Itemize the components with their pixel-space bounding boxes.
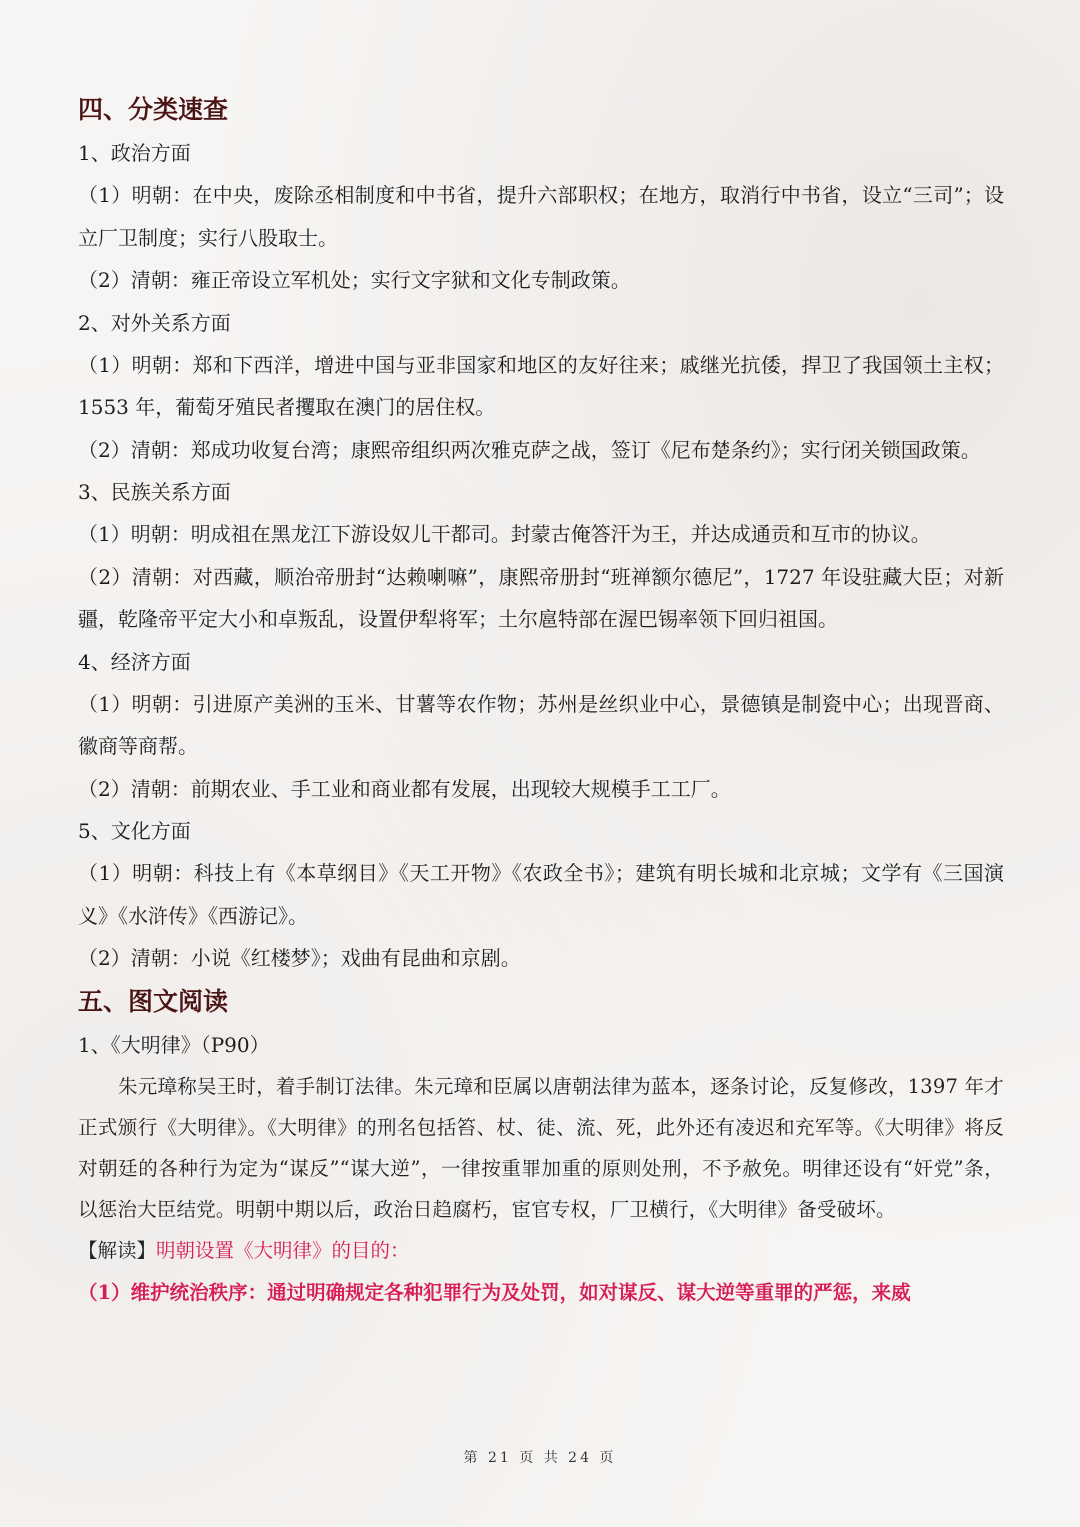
- list-item: （1）明朝：引进原产美洲的玉米、甘薯等农作物；苏州是丝织业中心，景德镇是制瓷中心；出现晋商、徽商等商帮。: [78, 691, 1004, 758]
- list-item: （2）清朝：郑成功收复台湾；康熙帝组织两次雅克萨之战，签订《尼布楚条约》；实行闭关锁国政策。: [78, 437, 981, 462]
- group-foreign-relations: [78, 302, 1004, 472]
- group-culture: [78, 810, 1004, 980]
- page-footer: 第 21 页 共 24 页: [463, 1450, 617, 1466]
- group-heading: 5、文化方面: [78, 819, 191, 843]
- reading-passage: 朱元璋称吴王时，着手制订法律。朱元璋和臣属以唐朝法律为蓝本，逐条讨论，反复修改，1397 年才正式颁行《大明律》。《大明律》的刑名包括笞、杖、徒、流、死，此外还有凌迟和充军等。《大明律》将反对朝廷的各种行为定为“谋反”“谋大逆”，一律按重罪加重的原则处刑，不予赦免。明律还设有“奸党”条，以惩治大臣结党。明朝中期以后，政治日趋腐朽，宦官专权，厂卫横行，《大明律》备受破坏。: [78, 1074, 1004, 1221]
- group-heading: 1、政治方面: [78, 141, 191, 165]
- interpretation-label: 【解读】: [78, 1238, 157, 1262]
- section-4-title: 四、分类速查: [78, 95, 229, 124]
- list-item: （2）清朝：对西藏，顺治帝册封“达赖喇嘛”，康熙帝册封“班禅额尔德尼”，1727 年设驻藏大臣；对新疆，乾隆帝平定大小和卓叛乱，设置伊犁将军；土尔扈特部在渥巴锡率领下回归祖国。: [78, 564, 1004, 631]
- page-content: [78, 88, 1004, 1314]
- list-item: （1）明朝：在中央，废除丞相制度和中书省，提升六部职权；在地方，取消行中书省，设立“三司”；设立厂卫制度；实行八股取士。: [78, 183, 1004, 250]
- interpretation-point-1: （1）维护统治秩序：通过明确规定各种犯罪行为及处罚，如对谋反、谋大逆等重罪的严惩，来威: [78, 1280, 911, 1304]
- interpretation-line: [78, 1230, 1004, 1272]
- section-5-title: 五、图文阅读: [78, 986, 229, 1016]
- list-item: （1）明朝：明成祖在黑龙江下游设奴儿干都司。封蒙古俺答汗为王，并达成通贡和互市的协议。: [78, 522, 931, 546]
- group-economy: [78, 641, 1004, 811]
- group-heading: 2、对外关系方面: [78, 310, 231, 335]
- list-item: （1）明朝：郑和下西洋，增进中国与亚非国家和地区的友好往来；戚继光抗倭，捍卫了我国领土主权；1553 年，葡萄牙殖民者攫取在澳门的居住权。: [78, 352, 1004, 419]
- list-item: （1）明朝：科技上有《本草纲目》《天工开物》《农政全书》；建筑有明长城和北京城；文学有《三国演义》《水浒传》《西游记》。: [78, 861, 1004, 928]
- group-heading: 4、经济方面: [78, 649, 191, 674]
- list-item: （2）清朝：小说《红楼梦》；戏曲有昆曲和京剧。: [78, 946, 521, 970]
- reading-subheading: 1、《大明律》（P90）: [78, 1032, 270, 1057]
- group-politics: [78, 132, 1004, 302]
- list-item: （2）清朝：前期农业、手工业和商业都有发展，出现较大规模手工工厂。: [78, 776, 731, 801]
- group-ethnic-relations: [78, 471, 1004, 641]
- list-item: （2）清朝：雍正帝设立军机处；实行文字狱和文化专制政策。: [78, 268, 631, 292]
- interpretation-title: 明朝设置《大明律》的目的：: [156, 1238, 410, 1262]
- group-heading: 3、民族关系方面: [78, 480, 231, 504]
